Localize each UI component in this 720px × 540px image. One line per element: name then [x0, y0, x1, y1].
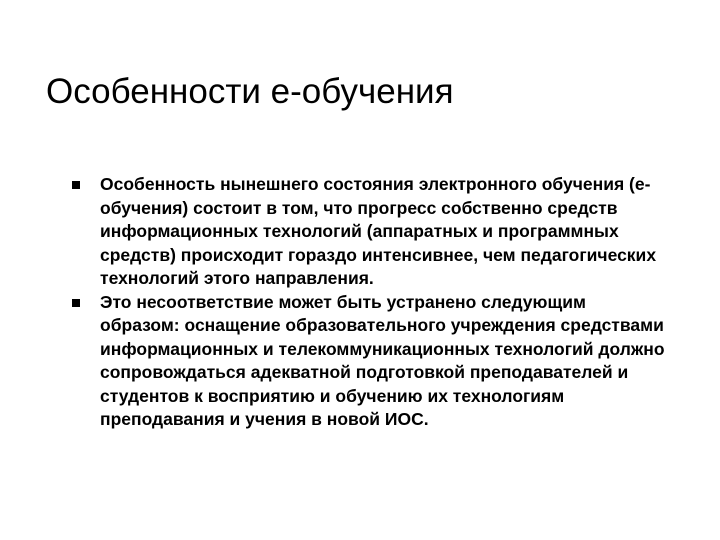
slide-title: Особенности е-обучения [46, 72, 454, 111]
bullet-item [70, 173, 670, 291]
bullet-text: Это несоответствие может быть устранено следующим образом: оснащение образовательного учреждения средствами информационных и телекоммуникационных технологий должно сопровождаться адекватной подготовкой преподавателей и студентов к восприятию и обучению их технологиям преподавания и учения в новой ИОС. [100, 291, 665, 429]
bullet-list [70, 173, 670, 432]
bullet-text: Особенность нынешнего состояния электронного обучения (е-обучения) состоит в том, что прогресс собственно средств информационных технологий (аппаратных и программных средств) происходит гораздо интенсивнее, чем педагогических технологий этого направления. [100, 174, 657, 288]
square-bullet-icon [72, 181, 80, 189]
bullet-item [70, 291, 670, 432]
square-bullet-icon [72, 299, 80, 307]
